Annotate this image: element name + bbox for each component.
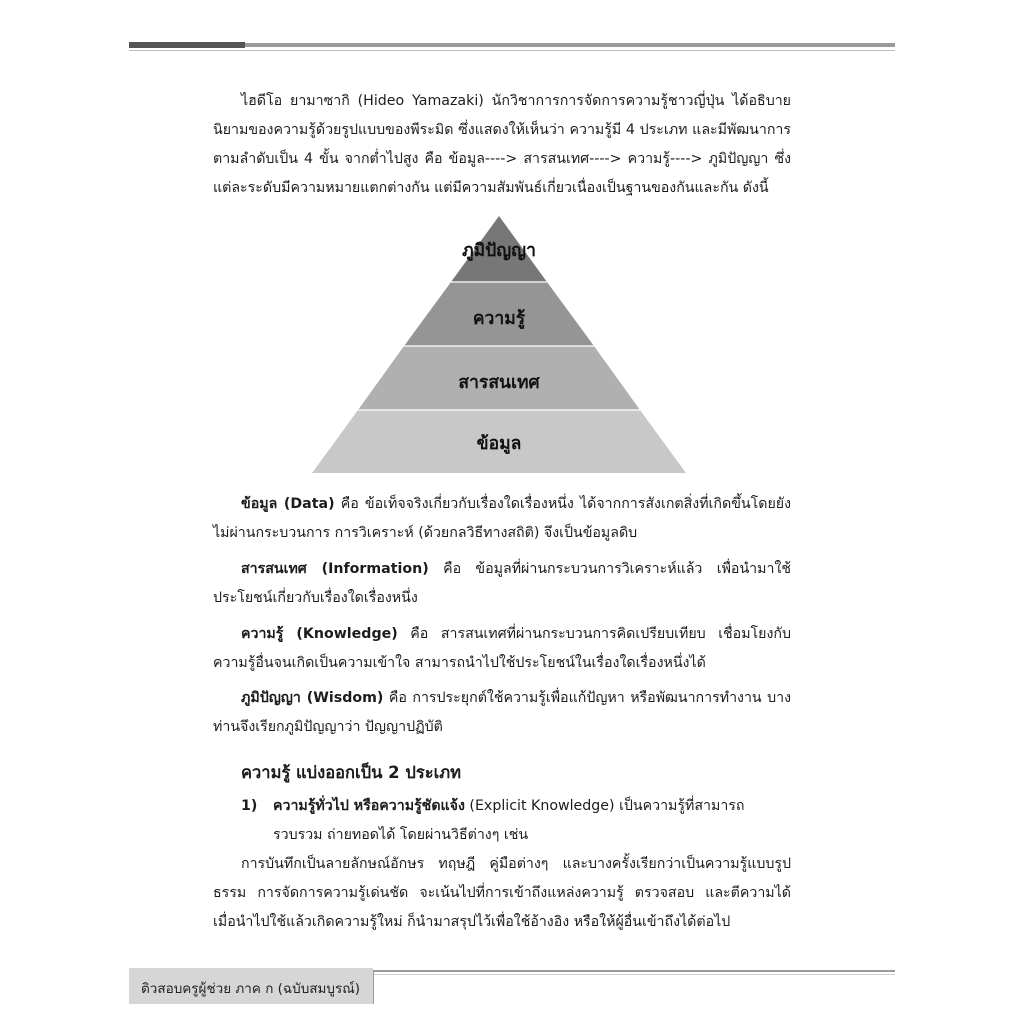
header-rule-thin	[129, 50, 895, 51]
section-heading: ความรู้ แบ่งออกเป็น 2 ประเภท	[241, 763, 461, 782]
definition-data	[213, 490, 791, 548]
list-item-term: ความรู้ทั่วไป หรือความรู้ชัดแจ้ง	[273, 798, 465, 814]
pyramid-label-wisdom: ภูมิปัญญา	[462, 241, 536, 261]
definition-text: คือ การประยุกต์ใช้ความรู้เพื่อแก้ปัญหา หรือพัฒนาการทำงาน บางท่านจึงเรียกภูมิปัญญาว่า ปัญญาปฏิบัติ	[213, 690, 792, 735]
definition-text: คือ ข้อมูลที่ผ่านกระบวนการวิเคราะห์แล้ว เพื่อนำมาใช้ประโยชน์เกี่ยวกับเรื่องใดเรื่องหนึ่ง	[213, 561, 791, 606]
definition-term: สารสนเทศ (Information)	[241, 561, 429, 577]
definition-term: ภูมิปัญญา (Wisdom)	[241, 690, 384, 706]
definition-term: ความรู้ (Knowledge)	[241, 626, 398, 642]
closing-paragraph: การบันทึกเป็นลายลักษณ์อักษร ทฤษฎี คู่มือต่างๆ และบางครั้งเรียกว่าเป็นความรู้แบบรูปธรรม การจัดการความรู้เด่นชัด จะเน้นไปที่การเข้าถึงแหล่งความรู้ ตรวจสอบ และตีความได้ เมื่อนำไปใช้แล้วเกิดความรู้ใหม่ ก็นำมาสรุปไว้เพื่อใช้อ้างอิง หรือให้ผู้อื่นเข้าถึงได้ต่อไป	[213, 856, 791, 930]
definition-wisdom	[213, 684, 791, 742]
footer-title: ติวสอบครูผู้ช่วย ภาค ก (ฉบับสมบูรณ์)	[141, 981, 361, 997]
knowledge-pyramid	[312, 214, 686, 474]
footer-divider	[373, 970, 374, 1004]
list-item-text: (Explicit Knowledge) เป็นความรู้ที่สามารถรวบรวม ถ่ายทอดได้ โดยผ่านวิธีต่างๆ เช่น	[273, 798, 745, 843]
footer	[129, 968, 895, 1004]
definition-text: คือ สารสนเทศที่ผ่านกระบวนการคิดเปรียบเทียบ เชื่อมโยงกับความรู้อื่นจนเกิดเป็นความเข้าใจ สามารถนำไปใช้ประโยชน์ในเรื่องใดเรื่องหนึ่งได้	[213, 626, 792, 671]
footer-rule-thin	[373, 974, 895, 975]
header-rule	[129, 42, 895, 48]
pyramid-label-data: ข้อมูล	[476, 434, 522, 454]
intro-paragraph: ไฮดีโอ ยามาซากิ (Hideo Yamazaki) นักวิชาการการจัดการความรู้ชาวญี่ปุ่น ได้อธิบายนิยามของความรู้ด้วยรูปแบบของพีระมิด ซึ่งแสดงให้เห็นว่า ความรู้มี 4 ประเภท และมีพัฒนาการตามลำดับเป็น 4 ขั้น จากต่ำไปสูง คือ ข้อมูล----> สารสนเทศ----> ความรู้----> ภูมิปัญญา ซึ่งแต่ละระดับมีความหมายแตกต่างกัน แต่มีความสัมพันธ์เกี่ยวเนื่องเป็นฐานของกันและกัน ดังนี้	[213, 93, 791, 196]
definition-term: ข้อมูล (Data)	[241, 496, 335, 512]
header-rule-dark	[129, 42, 245, 48]
pyramid-label-information: สารสนเทศ	[458, 373, 540, 393]
list-item-body	[273, 792, 791, 850]
list-number: 1)	[241, 798, 258, 814]
footer-tab	[129, 968, 373, 1004]
definition-text: คือ ข้อเท็จจริงเกี่ยวกับเรื่องใดเรื่องหนึ่ง ได้จากการสังเกตสิ่งที่เกิดขึ้นโดยยังไม่ผ่านกระบวนการ การวิเคราะห์ (ด้วยกลวิธีทางสถิติ) จึงเป็นข้อมูลดิบ	[213, 496, 791, 541]
definition-knowledge	[213, 620, 791, 678]
list-item	[241, 792, 791, 850]
header-rule-light	[245, 43, 895, 47]
pyramid-label-knowledge: ความรู้	[472, 309, 526, 329]
definition-information	[213, 555, 791, 613]
footer-rule	[373, 970, 895, 972]
